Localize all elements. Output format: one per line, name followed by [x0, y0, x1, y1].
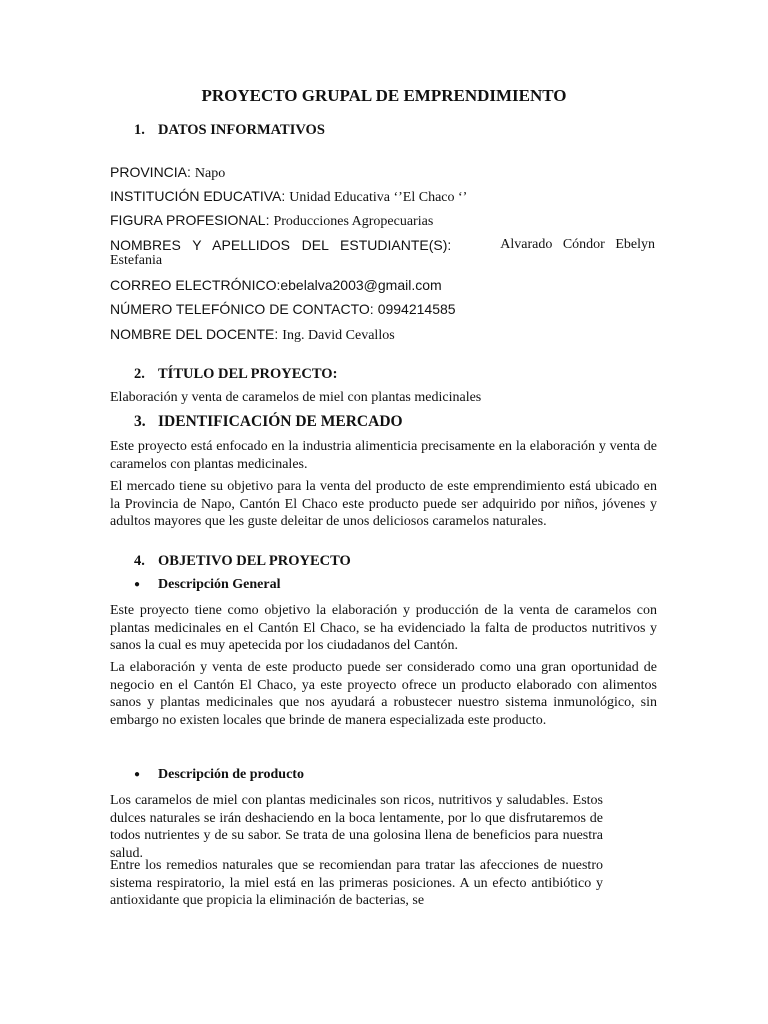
project-title-text: Elaboración y venta de caramelos de miel con plantas medicinales — [110, 390, 482, 405]
field-label: PROVINCIA: — [110, 164, 191, 180]
section-number: 1. — [134, 122, 145, 138]
section-label: DATOS INFORMATIVOS — [158, 122, 325, 138]
field-label: CORREO ELECTRÓNICO: — [110, 277, 281, 293]
field-value: Napo — [194, 166, 226, 181]
section-label: IDENTIFICACIÓN DE MERCADO — [158, 413, 403, 430]
section-heading-1 — [134, 122, 325, 139]
field-value: 0994214585 — [377, 301, 456, 317]
field-label: FIGURA PROFESIONAL: — [110, 212, 270, 228]
section-label: TÍTULO DEL PROYECTO: — [158, 366, 338, 382]
info-institucion — [110, 188, 467, 206]
info-nombres — [110, 237, 655, 253]
section-heading-3 — [134, 413, 403, 431]
field-value: Unidad Educativa ‘’El Chaco ‘’ — [289, 190, 468, 205]
objective-paragraph-1: Este proyecto tiene como objetivo la elaboración y producción de la venta de caramelos con plantas medicinales en el Cantón El Chaco, se ha evidenciado la falta de productos nutritivos y sanos la cual es muy apetecida por los ciudadanos del Cantón. — [110, 603, 657, 653]
document-title: PROYECTO GRUPAL DE EMPRENDIMIENTO — [201, 86, 567, 105]
section-number: 4. — [134, 553, 145, 569]
info-telefono — [110, 301, 456, 319]
objective-paragraph-2: La elaboración y venta de este producto puede ser considerado como una gran oportunidad de negocio en el Cantón El Chaco, ya este proyecto ofrece un producto elaborado con alimentos sanos y plantas medicinales que nos ayudará a robustecer nuestro sistema inmunológico, sin embargo no existen locales que brinde de manera especializada este producto. — [110, 660, 657, 728]
section-label: OBJETIVO DEL PROYECTO — [158, 553, 351, 569]
info-figura — [110, 212, 433, 230]
field-label: INSTITUCIÓN EDUCATIVA: — [110, 188, 286, 204]
section-number: 3. — [134, 413, 146, 430]
bullet-label: Descripción de producto — [158, 767, 304, 782]
info-nombres-cont: Estefania — [110, 253, 163, 268]
info-provincia — [110, 164, 225, 182]
bullet-producto — [134, 767, 304, 783]
section-number: 2. — [134, 366, 145, 382]
field-value: Producciones Agropecuarias — [273, 214, 434, 229]
section-heading-4 — [134, 553, 351, 570]
section-heading-2 — [134, 366, 337, 383]
info-docente — [110, 326, 395, 344]
info-correo — [110, 277, 442, 295]
bullet-icon: ● — [134, 579, 141, 590]
market-paragraph-2: El mercado tiene su objetivo para la venta del producto de este emprendimiento está ubicado en la Provincia de Napo, Cantón El Chaco este producto puede ser adquirido por niños, jóvenes y adultos mayores que les guste deleitar de unos deliciosos caramelos naturales. — [110, 479, 657, 529]
field-value: Ing. David Cevallos — [282, 328, 395, 343]
field-label: NOMBRE DEL DOCENTE: — [110, 326, 279, 342]
field-label: NÚMERO TELEFÓNICO DE CONTACTO: — [110, 301, 374, 317]
field-value: ebelalva2003@gmail.com — [280, 277, 442, 293]
field-value: Alvarado Cóndor Ebelyn — [500, 237, 655, 252]
market-paragraph-1: Este proyecto está enfocado en la industria alimenticia precisamente en la elaboración y venta de caramelos con plantas medicinales. — [110, 439, 657, 472]
field-label: NOMBRES Y APELLIDOS DEL ESTUDIANTE(S): — [110, 237, 452, 253]
bullet-general — [134, 577, 280, 593]
bullet-label: Descripción General — [158, 577, 281, 592]
product-paragraph-1: Los caramelos de miel con plantas medicinales son ricos, nutritivos y saludables. Estos dulces naturales se irán deshaciendo en la boca lentamente, por lo que disfrutaremos de todos nutrientes y de su sabor. Se trata de una golosina llena de beneficios para nuestra salud. — [110, 793, 603, 861]
product-paragraph-2: Entre los remedios naturales que se recomiendan para tratar las afecciones de nuestro sistema respiratorio, la miel está en las primeras posiciones. A un efecto antibiótico y antioxidante que propicia la eliminación de bacterias, se — [110, 858, 603, 908]
bullet-icon: ● — [134, 769, 141, 780]
